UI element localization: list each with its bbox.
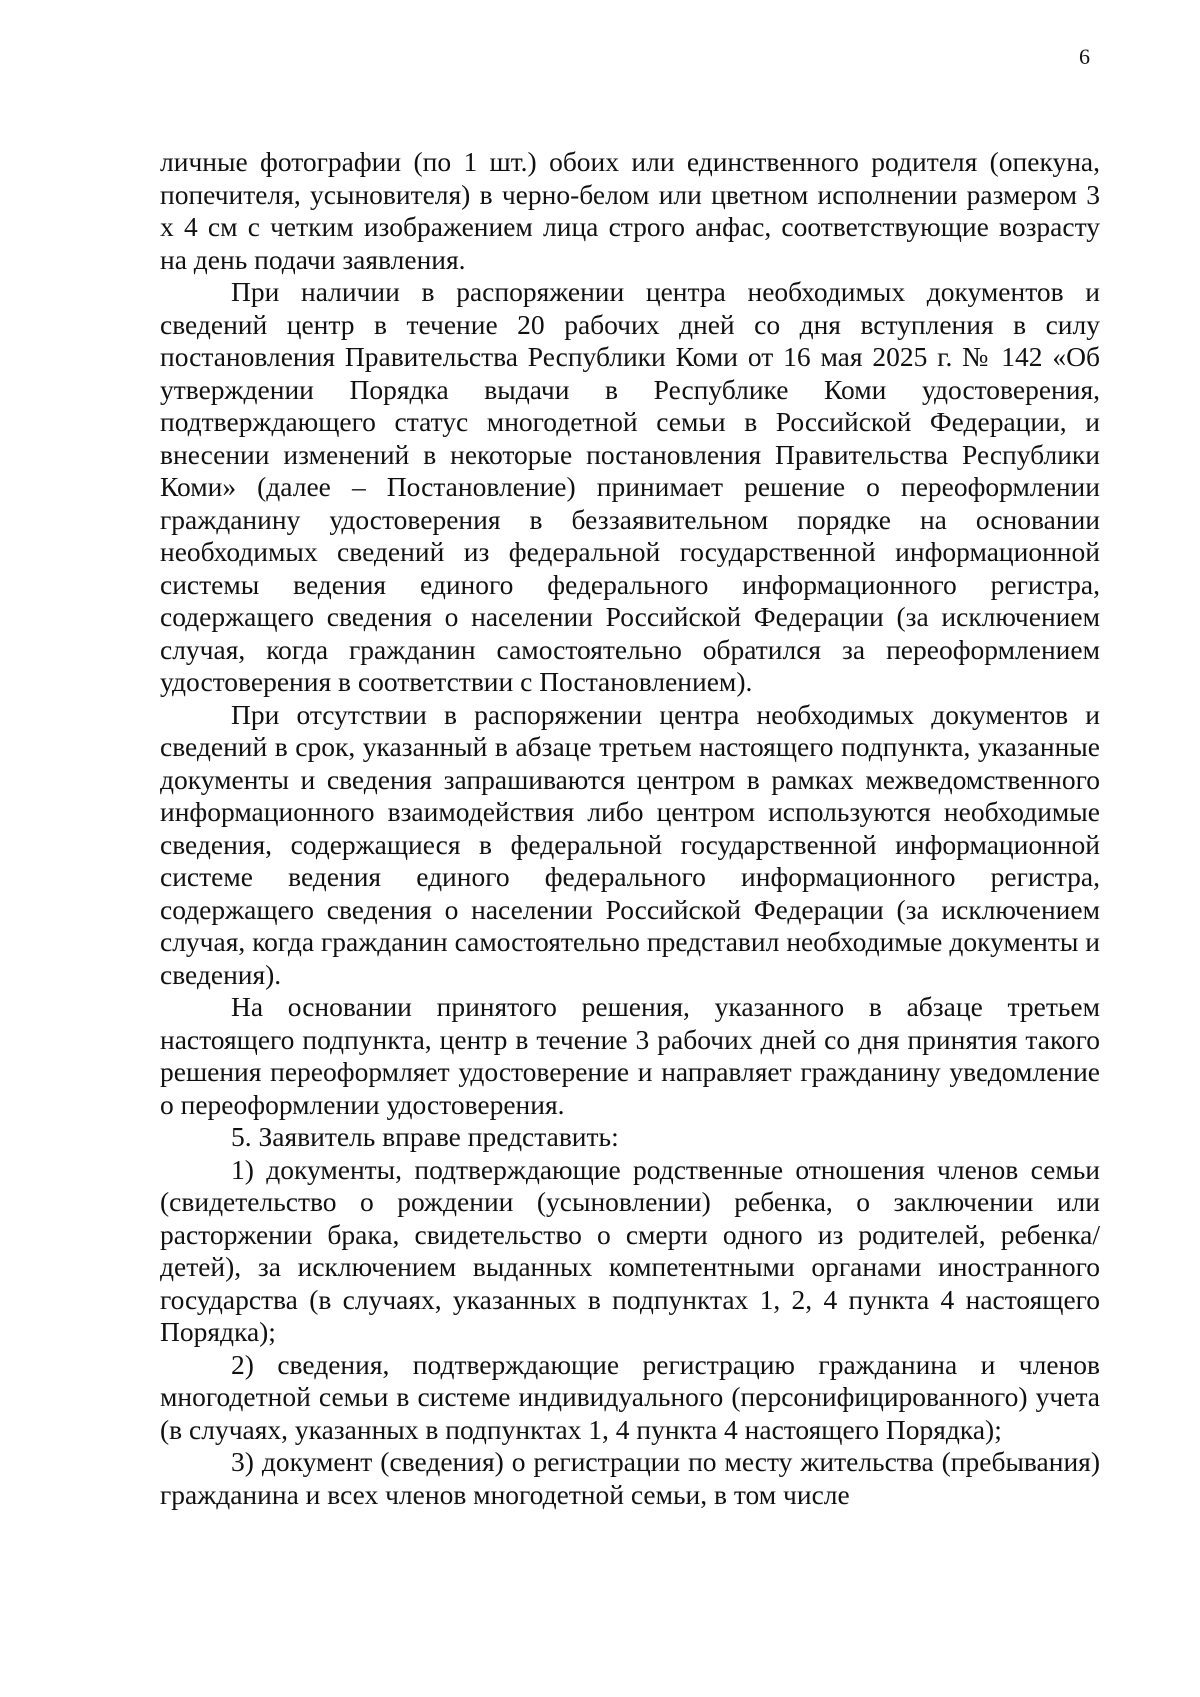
section-heading-item-5: 5. Заявитель вправе представить: (231, 1121, 619, 1152)
paragraph: При отсутствии в распоряжении центра необходимых документов и сведений в срок, указанный в абзаце третьем настоящего подпункта, указанные документы и сведения запрашиваются центром в рамках межведомственного информационного взаимодействия либо центром используются необходимые сведения, содержащиеся в федеральной государственной информационной системе ведения единого федерального информационного регистра, содержащего сведения о населении Российской Федерации (за исключением случая, когда гражданин самостоятельно представил необходимые документы и сведения). (160, 698, 1100, 990)
document-body (160, 146, 1100, 1511)
list-item-1: 1) документы, подтверждающие родственные отношения членов семьи (свидетельство о рождении (усыновлении) ребенка, о заключении или расторжении брака, свидетельство о смерти одного из родителей, ребенка/детей), за исключением выданных компетентными органами иностранного государства (в случаях, указанных в подпунктах 1, 2, 4 пункта 4 настоящего Порядка); (160, 1153, 1100, 1347)
page-number: 6 (1079, 44, 1090, 69)
paragraph-continuation: личные фотографии (по 1 шт.) обоих или единственного родителя (опекуна, попечителя, усыновителя) в черно-белом или цветном исполнении размером 3 х 4 см с четким изображением лица строго анфас, соответствующие возрасту на день подачи заявления. (160, 146, 1100, 275)
paragraph: При наличии в распоряжении центра необходимых документов и сведений центр в течение 20 рабочих дней со дня вступления в силу постановления Правительства Республики Коми от 16 мая 2025 г. № 142 «Об утверждении Порядка выдачи в Республике Коми удостоверения, подтверждающего статус многодетной семьи в Российской Федерации, и внесении изменений в некоторые постановления Правительства Республики Коми» (далее – Постановление) принимает решение о переоформлении гражданину удостоверения в беззаявительном порядке на основании необходимых сведений из федеральной государственной информационной системы ведения единого федерального информационного регистра, содержащего сведения о населении Российской Федерации (за исключением случая, когда гражданин самостоятельно обратился за переоформлением удостоверения в соответствии с Постановлением). (160, 276, 1100, 697)
paragraph: На основании принятого решения, указанного в абзаце третьем настоящего подпункта, центр в течение 3 рабочих дней со дня принятия такого решения переоформляет удостоверение и направляет гражданину уведомление о переоформлении удостоверения. (160, 991, 1100, 1120)
list-item-2: 2) сведения, подтверждающие регистрацию гражданина и членов многодетной семьи в системе индивидуального (персонифицированного) учета (в случаях, указанных в подпунктах 1, 4 пункта 4 настоящего Порядка); (160, 1348, 1100, 1445)
list-item-3: 3) документ (сведения) о регистрации по месту жительства (пребывания) гражданина и всех членов многодетной семьи, в том числе (160, 1446, 1100, 1510)
